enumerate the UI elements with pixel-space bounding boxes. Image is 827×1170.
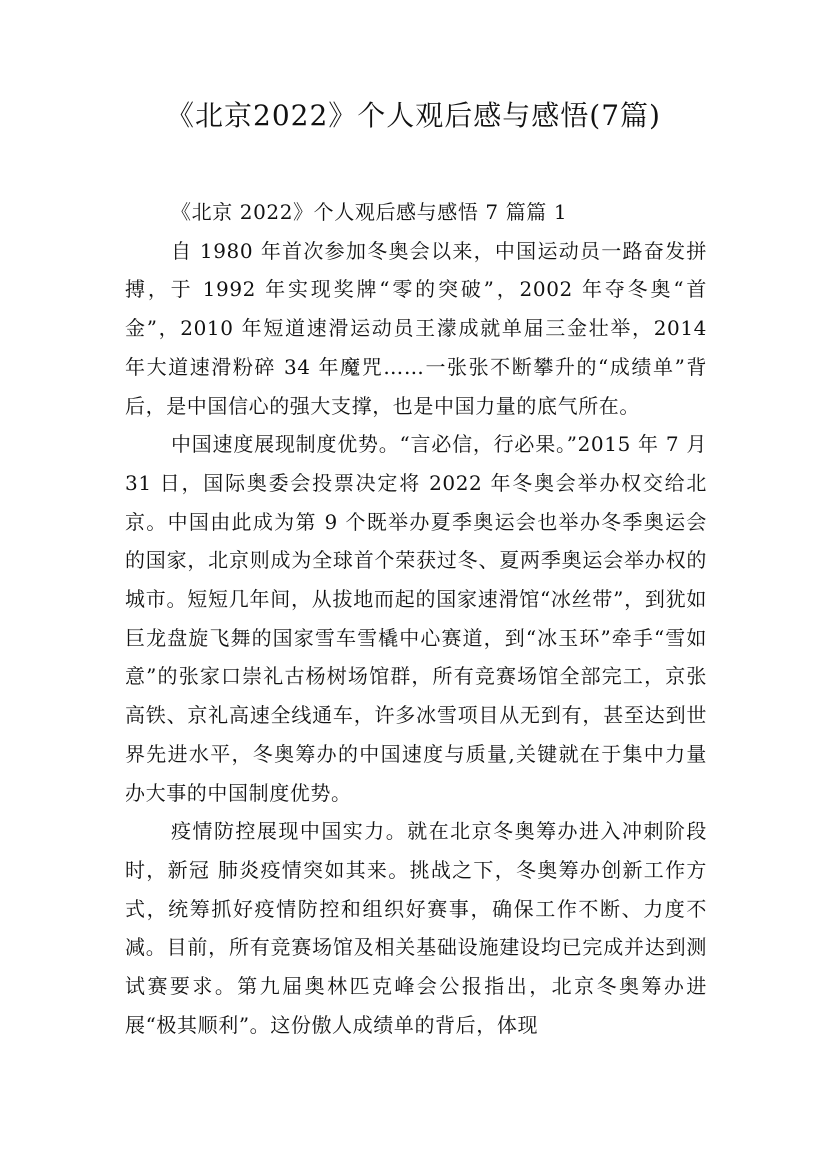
document-body <box>125 193 707 1044</box>
paragraph-2: 中国速度展现制度优势。“言必信，行必果。”2015 年 7 月 31 日，国际奥委会投票决定将 2022 年冬奥会举办权交给北京。中国由此成为第 9 个既举办夏季奥运会也举办冬季奥运会的国家，北京则成为全球首个荣获过冬、夏两季奥运会举办权的城市。短短几年间，从拔地而起的国家速滑馆“冰丝带”，到犹如巨龙盘旋飞舞的国家雪车雪橇中心赛道，到“冰玉环”牵手“雪如意”的张家口崇礼古杨树场馆群，所有竞赛场馆全部完工，京张高铁、京礼高速全线通车，许多冰雪项目从无到有，甚至达到世界先进水平，冬奥筹办的中国速度与质量,关键就在于集中力量办大事的中国制度优势。 <box>125 432 707 805</box>
paragraph-3: 疫情防控展现中国实力。就在北京冬奥筹办进入冲刺阶段时，新冠 肺炎疫情突如其来。挑战之下，冬奥筹办创新工作方式，统筹抓好疫情防控和组织好赛事，确保工作不断、力度不减。目前，所有竞赛场馆及相关基础设施建设均已完成并达到测试赛要求。第九届奥林匹克峰会公报指出，北京冬奥筹办进展“极其顺利”。这份傲人成绩单的背后，体现 <box>125 819 707 1037</box>
paragraph-1: 自 1980 年首次参加冬奥会以来，中国运动员一路奋发拼搏，于 1992 年实现奖牌“零的突破”，2002 年夺冬奥“首金”，2010 年短道速滑运动员王濛成就单届三金壮举，2014 年大道速滑粉碎 34 年魔咒……一张张不断攀升的“成绩单”背后，是中国信心的强大支撑，也是中国力量的底气所在。 <box>125 238 707 418</box>
document-title: 《北京2022》个人观后感与感悟(7篇) <box>166 99 661 132</box>
section-heading: 《北京 2022》个人观后感与感悟 7 篇篇 1 <box>171 200 568 224</box>
